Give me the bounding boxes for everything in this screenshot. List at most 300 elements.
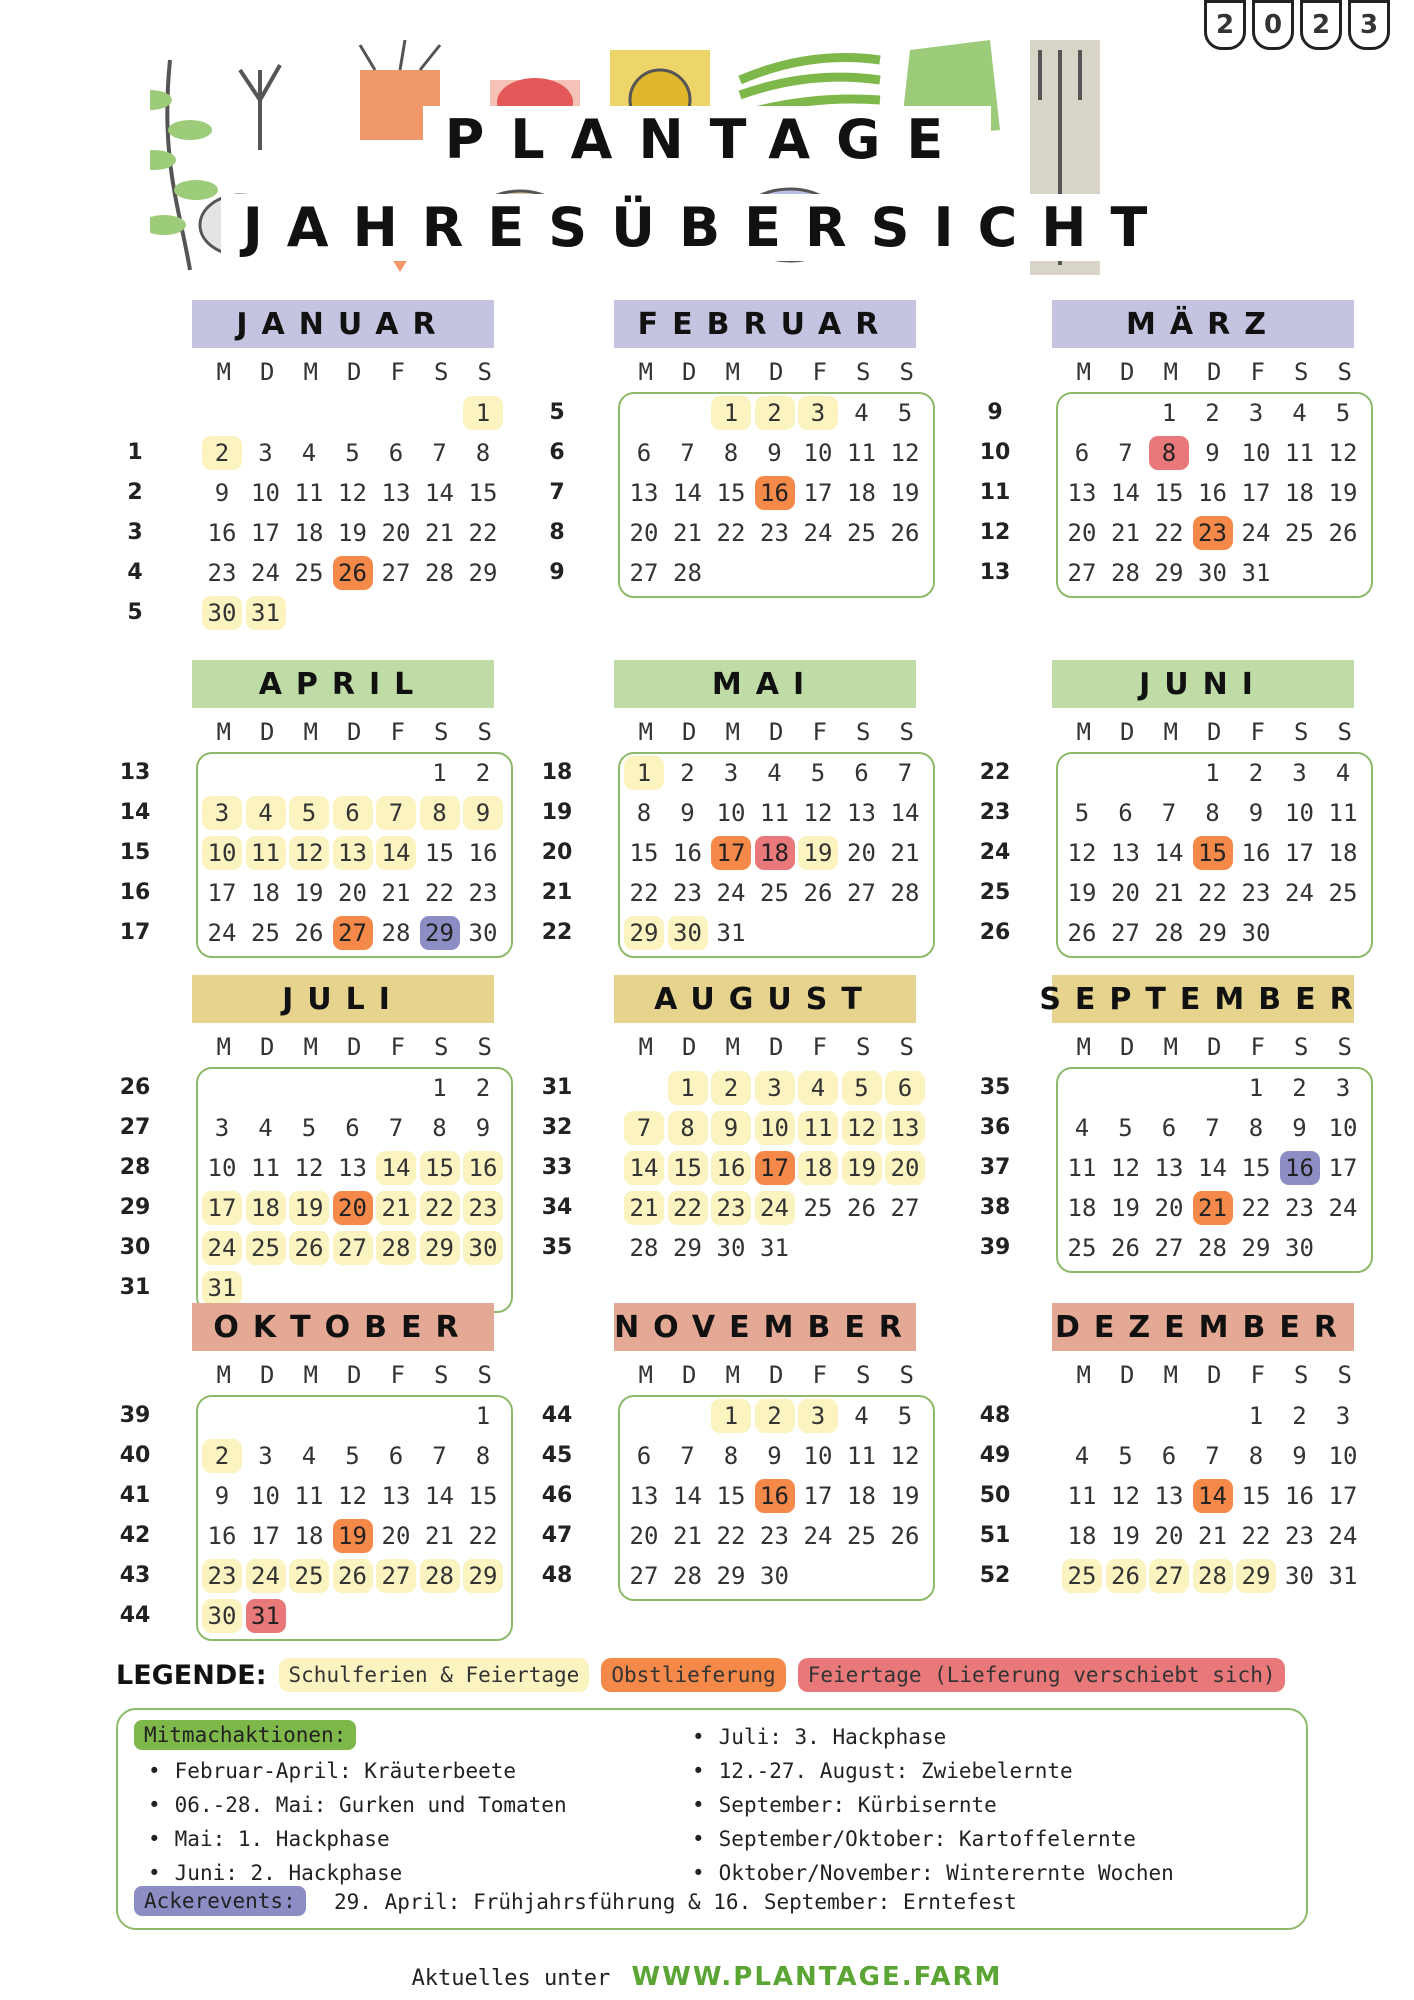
calendar-day: 15 <box>425 839 454 867</box>
calendar-day: 9 <box>463 796 503 830</box>
calendar-day: 14 <box>1193 1479 1233 1513</box>
calendar-day: 19 <box>842 1151 882 1185</box>
week-number: 28 <box>119 1155 151 1180</box>
calendar-day: 23 <box>463 1191 503 1225</box>
calendar-day: 17 <box>1241 479 1271 507</box>
calendar-day: 8 <box>420 796 460 830</box>
calendar-day: 16 <box>207 519 237 547</box>
weekday-label: D <box>1120 718 1135 746</box>
calendar-day: 27 <box>333 916 373 950</box>
weekday-label: M <box>638 358 653 386</box>
calendar-day: 29 <box>468 559 498 587</box>
calendar-day: 21 <box>673 519 702 547</box>
calendar-day: 12 <box>842 1111 882 1145</box>
weekday-label: D <box>769 358 784 386</box>
weekday-label: M <box>303 718 318 746</box>
weekday-label: M <box>216 718 231 746</box>
calendar-day: 12 <box>338 479 367 507</box>
calendar-day: 5 <box>897 399 913 427</box>
calendar-day: 17 <box>711 836 751 870</box>
month-block <box>522 1303 942 1633</box>
calendar-day: 18 <box>1285 479 1314 507</box>
website-link[interactable]: WWW.PLANTAGE.FARM <box>631 1962 1003 1992</box>
weekday-label: D <box>347 1033 362 1061</box>
week-number: 12 <box>979 520 1011 545</box>
week-row <box>522 516 942 556</box>
list-item: • 06.-28. Mai: Gurken und Tomaten <box>148 1788 567 1822</box>
calendar-day: 12 <box>1067 839 1097 867</box>
calendar-day: 14 <box>673 1482 702 1510</box>
calendar-day: 28 <box>1193 1559 1233 1593</box>
calendar-day: 9 <box>1292 1442 1307 1470</box>
calendar-day: 15 <box>1241 1482 1271 1510</box>
weekday-label: S <box>434 358 449 386</box>
week-row <box>100 756 520 796</box>
week-row <box>960 1111 1380 1151</box>
calendar-day: 30 <box>668 916 708 950</box>
calendar-day: 4 <box>1074 1114 1090 1142</box>
calendar-day: 1 <box>1161 399 1177 427</box>
week-number: 46 <box>541 1483 573 1508</box>
calendar-day: 2 <box>1292 1402 1307 1430</box>
calendar-day: 24 <box>207 919 237 947</box>
week-row <box>100 916 520 956</box>
calendar-day: 9 <box>1292 1114 1307 1142</box>
calendar-day: 6 <box>1118 799 1133 827</box>
weekday-label: M <box>1163 718 1178 746</box>
calendar-day: 19 <box>890 1482 920 1510</box>
week-row <box>100 836 520 876</box>
calendar-day: 25 <box>251 919 280 947</box>
calendar-day: 13 <box>381 479 411 507</box>
calendar-day: 20 <box>338 879 367 907</box>
page-title-line1 <box>0 108 1414 171</box>
year-digit: 3 <box>1348 0 1390 50</box>
weekday-label: D <box>769 1033 784 1061</box>
calendar-day: 20 <box>629 1522 659 1550</box>
calendar-day: 22 <box>425 879 454 907</box>
calendar-day: 11 <box>1067 1154 1097 1182</box>
year-digit: 0 <box>1252 0 1294 50</box>
weekday-label: F <box>812 718 827 746</box>
month-header: JANUAR <box>192 300 494 348</box>
calendar-day: 17 <box>803 479 833 507</box>
weekday-label: D <box>1207 718 1222 746</box>
month-header: AUGUST <box>614 975 916 1023</box>
weekday-label: M <box>725 718 740 746</box>
calendar-day: 22 <box>716 1522 746 1550</box>
calendar-day: 10 <box>1328 1114 1358 1142</box>
calendar-day: 19 <box>890 479 920 507</box>
month-header: NOVEMBER <box>614 1303 916 1351</box>
calendar-day: 18 <box>1067 1522 1097 1550</box>
list-item: • 12.-27. August: Zwiebelernte <box>692 1754 1174 1788</box>
calendar-day: 18 <box>251 879 280 907</box>
calendar-day: 8 <box>723 439 739 467</box>
calendar-day: 21 <box>1193 1191 1233 1225</box>
calendar-day: 8 <box>475 439 491 467</box>
calendar-day: 6 <box>388 439 404 467</box>
weekday-label: D <box>682 1361 697 1389</box>
calendar-day: 31 <box>760 1234 789 1262</box>
calendar-day: 29 <box>1241 1234 1271 1262</box>
month-block <box>960 1303 1380 1633</box>
week-row <box>100 876 520 916</box>
weekday-label: S <box>1294 1033 1309 1061</box>
week-number: 50 <box>979 1483 1011 1508</box>
calendar-day: 19 <box>289 1191 329 1225</box>
calendar-day: 15 <box>420 1151 460 1185</box>
month-block <box>100 1303 520 1633</box>
calendar-day: 17 <box>202 1191 242 1225</box>
week-row <box>960 1559 1380 1599</box>
week-number: 27 <box>119 1115 151 1140</box>
week-row <box>960 1191 1380 1231</box>
calendar-day: 1 <box>1248 1074 1264 1102</box>
calendar-day: 28 <box>1198 1234 1227 1262</box>
weekday-label: D <box>347 718 362 746</box>
weekday-label: M <box>725 358 740 386</box>
calendar-day: 16 <box>755 1479 795 1513</box>
weekday-label: S <box>1337 718 1352 746</box>
calendar-day: 4 <box>301 1442 317 1470</box>
calendar-day: 11 <box>1067 1482 1097 1510</box>
week-row <box>522 1071 942 1111</box>
calendar-day: 18 <box>246 1191 286 1225</box>
calendar-day: 13 <box>333 836 373 870</box>
calendar-day: 16 <box>673 839 702 867</box>
calendar-day: 21 <box>890 839 920 867</box>
calendar-day: 19 <box>338 519 367 547</box>
week-row <box>522 1399 942 1439</box>
calendar-day: 6 <box>1161 1442 1177 1470</box>
calendar-day: 30 <box>1241 919 1271 947</box>
calendar-day: 19 <box>1111 1194 1140 1222</box>
calendar-day: 15 <box>1241 1154 1271 1182</box>
calendar-day: 7 <box>432 1442 447 1470</box>
calendar-day: 2 <box>755 396 795 430</box>
week-row <box>100 1071 520 1111</box>
calendar-day: 4 <box>246 796 286 830</box>
calendar-day: 21 <box>376 1191 416 1225</box>
week-row <box>522 756 942 796</box>
calendar-day: 25 <box>1328 879 1358 907</box>
month-header: APRIL <box>192 660 494 708</box>
calendar-day: 26 <box>333 1559 373 1593</box>
calendar-day: 1 <box>432 759 447 787</box>
calendar-day: 2 <box>680 759 695 787</box>
weekday-label: M <box>303 1361 318 1389</box>
week-row <box>960 916 1380 956</box>
weekday-label: F <box>1250 718 1265 746</box>
actions-box <box>116 1708 1308 1930</box>
calendar-day: 2 <box>1292 1074 1307 1102</box>
title-band: JAHRESÜBERSICHT <box>221 194 1194 261</box>
week-number: 49 <box>979 1443 1011 1468</box>
calendar-day: 1 <box>463 396 503 430</box>
calendar-day: 3 <box>723 759 739 787</box>
calendar-day: 14 <box>624 1151 664 1185</box>
calendar-day: 23 <box>1285 1522 1314 1550</box>
calendar-day: 27 <box>333 1231 373 1265</box>
weekday-label: F <box>1250 358 1265 386</box>
week-row <box>522 1231 942 1271</box>
weekday-header <box>1062 1033 1367 1061</box>
week-number: 3 <box>127 520 143 545</box>
month-header: OKTOBER <box>192 1303 494 1351</box>
weekday-label: S <box>856 1361 871 1389</box>
legend-holiday: Schulferien & Feiertage <box>279 1658 590 1692</box>
calendar-day: 10 <box>1241 439 1271 467</box>
calendar-day: 23 <box>673 879 702 907</box>
week-number: 45 <box>541 1443 573 1468</box>
weekday-label: F <box>390 718 405 746</box>
year-banner <box>1204 0 1390 50</box>
week-number: 39 <box>979 1235 1011 1260</box>
weekday-header <box>202 718 507 746</box>
weekday-label: S <box>434 1361 449 1389</box>
week-number: 20 <box>541 840 573 865</box>
calendar-day: 16 <box>1198 479 1227 507</box>
calendar-day: 20 <box>1154 1522 1184 1550</box>
calendar-day: 13 <box>1154 1154 1184 1182</box>
weekday-header <box>1062 358 1367 386</box>
calendar-day: 18 <box>847 479 876 507</box>
weekday-label: M <box>216 1361 231 1389</box>
calendar-day: 1 <box>711 396 751 430</box>
calendar-day: 8 <box>1248 1442 1264 1470</box>
week-row <box>100 1111 520 1151</box>
calendar-day: 3 <box>258 439 273 467</box>
legend-delivery: Obstlieferung <box>601 1658 785 1692</box>
month-header: DEZEMBER <box>1052 1303 1354 1351</box>
calendar-day: 5 <box>345 1442 360 1470</box>
calendar-day: 13 <box>381 1482 411 1510</box>
calendar-day: 10 <box>207 1154 237 1182</box>
weekday-header <box>624 1033 929 1061</box>
calendar-day: 30 <box>202 596 242 630</box>
calendar-day: 20 <box>1067 519 1097 547</box>
page-title-line2 <box>0 196 1414 259</box>
calendar-day: 8 <box>432 1114 447 1142</box>
calendar-day: 30 <box>468 919 498 947</box>
calendar-day: 5 <box>842 1071 882 1105</box>
weekday-label: S <box>434 718 449 746</box>
calendar-day: 7 <box>1161 799 1177 827</box>
weekday-label: D <box>260 358 275 386</box>
weekday-label: F <box>812 1033 827 1061</box>
calendar-day: 21 <box>624 1191 664 1225</box>
calendar-day: 28 <box>381 919 411 947</box>
week-number: 35 <box>979 1075 1011 1100</box>
week-number: 29 <box>119 1195 151 1220</box>
calendar-day: 24 <box>803 519 833 547</box>
week-number: 39 <box>119 1403 151 1428</box>
calendar-day: 31 <box>716 919 746 947</box>
week-number: 47 <box>541 1523 573 1548</box>
calendar-day: 3 <box>258 1442 273 1470</box>
calendar-day: 9 <box>475 1114 491 1142</box>
week-number: 35 <box>541 1235 573 1260</box>
calendar-day: 24 <box>1285 879 1314 907</box>
weekday-label: F <box>1250 1361 1265 1389</box>
calendar-day: 17 <box>251 519 280 547</box>
calendar-day: 27 <box>847 879 876 907</box>
calendar-day: 12 <box>890 1442 920 1470</box>
calendar-day: 17 <box>207 879 237 907</box>
week-row <box>100 1191 520 1231</box>
calendar-day: 14 <box>673 479 702 507</box>
weekday-label: M <box>216 1033 231 1061</box>
calendar-day: 8 <box>668 1111 708 1145</box>
calendar-day: 18 <box>847 1482 876 1510</box>
calendar-day: 3 <box>1335 1074 1351 1102</box>
week-number: 9 <box>549 560 565 585</box>
weekday-header <box>1062 718 1367 746</box>
week-number: 44 <box>541 1403 573 1428</box>
calendar-day: 25 <box>803 1194 833 1222</box>
weekday-label: M <box>1076 1361 1091 1389</box>
weekday-label: M <box>1076 718 1091 746</box>
calendar-day: 16 <box>1241 839 1271 867</box>
week-number: 25 <box>979 880 1011 905</box>
week-row <box>960 876 1380 916</box>
calendar-day: 28 <box>425 559 454 587</box>
week-row <box>960 1439 1380 1479</box>
calendar-day: 28 <box>420 1559 460 1593</box>
week-number: 52 <box>979 1563 1011 1588</box>
calendar-day: 5 <box>345 439 360 467</box>
calendar-day: 20 <box>1154 1194 1184 1222</box>
calendar-day: 27 <box>629 559 659 587</box>
weekday-label: D <box>1207 1033 1222 1061</box>
weekday-label: D <box>682 718 697 746</box>
week-row <box>100 1151 520 1191</box>
calendar-day: 15 <box>1193 836 1233 870</box>
calendar-day: 22 <box>1154 519 1184 547</box>
calendar-day: 24 <box>1241 519 1271 547</box>
calendar-day: 20 <box>629 519 659 547</box>
calendar-day: 3 <box>214 1114 230 1142</box>
calendar-day: 8 <box>1149 436 1189 470</box>
calendar-day: 7 <box>1205 1442 1220 1470</box>
calendar-day: 3 <box>798 396 838 430</box>
calendar-day: 6 <box>388 1442 404 1470</box>
calendar-day: 18 <box>1328 839 1358 867</box>
calendar-day: 27 <box>381 559 411 587</box>
week-row <box>960 836 1380 876</box>
calendar-day: 23 <box>760 519 789 547</box>
calendar-day: 10 <box>251 479 280 507</box>
calendar-day: 13 <box>885 1111 925 1145</box>
calendar-day: 27 <box>1111 919 1140 947</box>
calendar-day: 25 <box>294 559 324 587</box>
week-row <box>522 396 942 436</box>
calendar-day: 19 <box>333 1519 373 1553</box>
weekday-label: S <box>1337 358 1352 386</box>
weekday-label: M <box>1163 358 1178 386</box>
week-row <box>960 516 1380 556</box>
calendar-day: 5 <box>301 1114 317 1142</box>
week-number: 17 <box>119 920 151 945</box>
week-number: 22 <box>979 760 1011 785</box>
weekday-label: D <box>769 1361 784 1389</box>
week-row <box>960 756 1380 796</box>
calendar-day: 13 <box>629 1482 659 1510</box>
weekday-label: M <box>1163 1033 1178 1061</box>
weekday-label: S <box>856 718 871 746</box>
calendar-day: 15 <box>716 1482 746 1510</box>
calendar-day: 6 <box>1074 439 1090 467</box>
calendar-day: 11 <box>294 479 324 507</box>
calendar-day: 1 <box>624 756 664 790</box>
calendar-day: 12 <box>338 1482 367 1510</box>
list-item: • Februar-April: Kräuterbeete <box>148 1754 567 1788</box>
calendar-day: 14 <box>376 1151 416 1185</box>
calendar-day: 21 <box>1154 879 1184 907</box>
calendar-day: 26 <box>1328 519 1358 547</box>
weekday-label: S <box>899 718 914 746</box>
weekday-label: M <box>1163 1361 1178 1389</box>
calendar-day: 26 <box>1067 919 1097 947</box>
calendar-day: 17 <box>1328 1482 1358 1510</box>
weekday-label: D <box>769 718 784 746</box>
week-number: 19 <box>541 800 573 825</box>
calendar-day: 6 <box>345 1114 360 1142</box>
legend <box>116 1658 1285 1692</box>
week-row <box>100 1439 520 1479</box>
calendar-day: 24 <box>1328 1522 1358 1550</box>
month-header: JULI <box>192 975 494 1023</box>
weekday-label: S <box>856 1033 871 1061</box>
week-row <box>960 1231 1380 1271</box>
calendar-day: 26 <box>1106 1559 1146 1593</box>
calendar-day: 21 <box>425 519 454 547</box>
week-number: 11 <box>979 480 1011 505</box>
weekday-header <box>624 1361 929 1389</box>
calendar-day: 10 <box>716 799 746 827</box>
week-row <box>522 1151 942 1191</box>
calendar-day: 9 <box>214 1482 230 1510</box>
calendar-day: 25 <box>847 1522 876 1550</box>
weekday-label: D <box>1207 358 1222 386</box>
calendar-day: 9 <box>680 799 695 827</box>
calendar-day: 13 <box>1067 479 1097 507</box>
week-number: 37 <box>979 1155 1011 1180</box>
calendar-day: 8 <box>636 799 652 827</box>
calendar-day: 29 <box>1198 919 1227 947</box>
calendar-day: 19 <box>798 836 838 870</box>
week-number: 16 <box>119 880 151 905</box>
calendar-day: 22 <box>1198 879 1227 907</box>
weekday-label: M <box>1076 358 1091 386</box>
calendar-day: 5 <box>897 1402 913 1430</box>
calendar-day: 18 <box>1067 1194 1097 1222</box>
week-row <box>522 876 942 916</box>
calendar-day: 15 <box>716 479 746 507</box>
week-row <box>100 1599 520 1639</box>
week-row <box>960 1151 1380 1191</box>
week-row <box>522 796 942 836</box>
calendar-day: 27 <box>1154 1234 1184 1262</box>
calendar-day: 12 <box>294 1154 324 1182</box>
title-band: PLANTAGE <box>423 106 992 173</box>
week-row <box>100 476 520 516</box>
calendar-day: 6 <box>636 1442 652 1470</box>
week-row <box>100 1399 520 1439</box>
weekday-label: F <box>812 1361 827 1389</box>
calendar-day: 20 <box>847 839 876 867</box>
